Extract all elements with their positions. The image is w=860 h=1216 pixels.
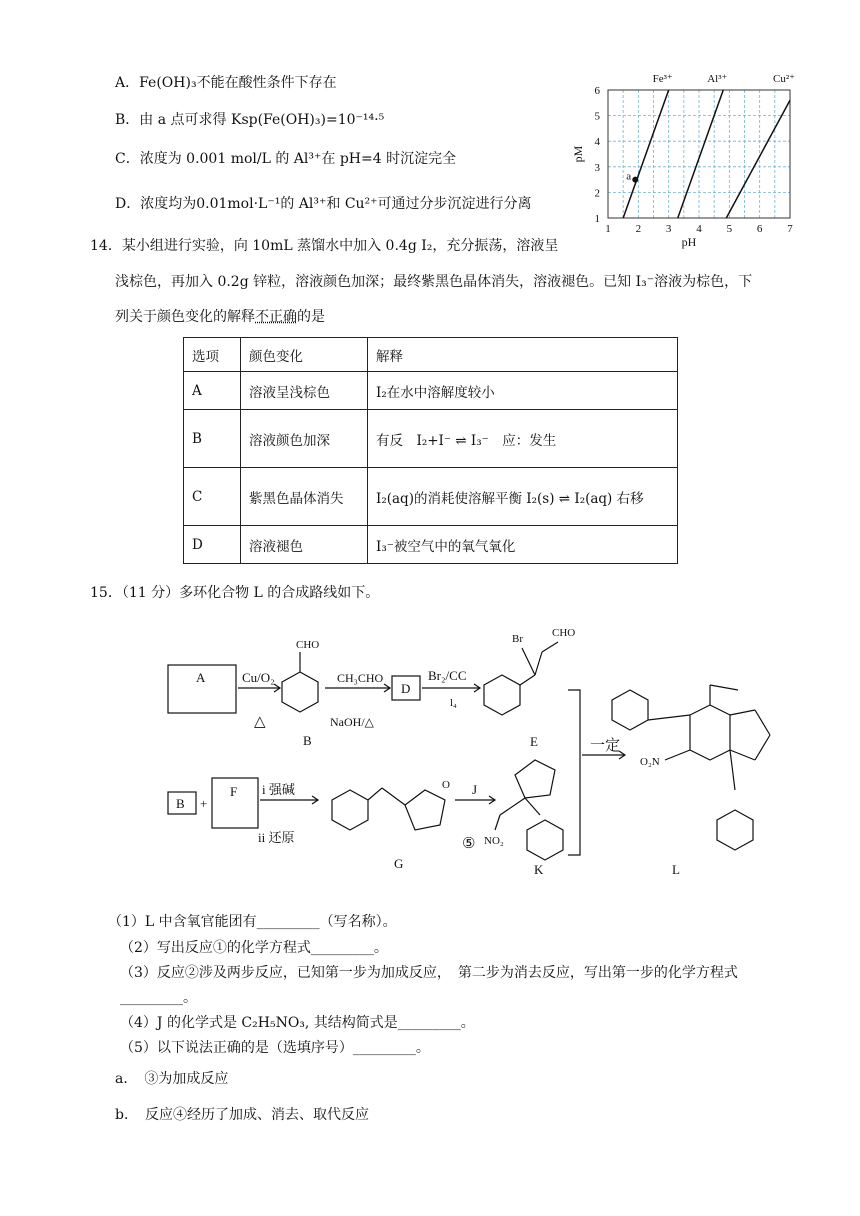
y-tick-label: 4 [594, 136, 600, 149]
y-tick-label: 6 [594, 85, 600, 97]
y-axis-label: pM [571, 145, 585, 163]
table-cell: 溶液褪色 [241, 526, 368, 564]
scheme-label: Br [512, 633, 523, 645]
table-header: 选项 [184, 338, 241, 372]
y-tick-label: 3 [594, 161, 600, 174]
scheme-label: CH₃CHO [337, 671, 384, 685]
scheme-label: Cu/O₂ [242, 670, 275, 685]
q15-sub3-line2: _________。 [120, 990, 197, 1006]
q14-stem-line2: 浅棕色，再加入 0.2g 锌粒，溶液颜色加深；最终紫黑色晶体消失，溶液褪色。已知 I₃⁻溶液为棕色，下 [115, 274, 753, 290]
synthesis-scheme [150, 620, 800, 890]
q14-emphasis: 不正确 [255, 309, 297, 325]
q15-sub1: （1）L 中含氧官能团有_________（写名称）。 [108, 914, 397, 930]
scheme-label: i 强碱 [262, 782, 295, 797]
scheme-label: NO₂ [484, 835, 504, 847]
benzene-ring-g [332, 790, 368, 830]
table-cell: A [184, 372, 241, 410]
series-line [726, 100, 790, 218]
scheme-label: J [472, 782, 478, 797]
table-header: 颜色变化 [241, 338, 368, 372]
table-cell: I₂(aq)的消耗使溶解平衡 I₂(s) ⇌ I₂(aq) 右移 [368, 468, 678, 526]
y-tick-label: 2 [594, 187, 600, 200]
table-cell: 有反 I₂+I⁻ ⇌ I₃⁻ 应：发生 [368, 410, 678, 468]
scheme-label: D [401, 681, 411, 696]
table-cell: 紫黑色晶体消失 [241, 468, 368, 526]
q15-sub3-line1: （3）反应②涉及两步反应，已知第一步为加成反应， 第二步为消去反应，写出第一步的化学方程式 [120, 965, 738, 981]
table-header-row [184, 338, 678, 372]
scheme-label: E [530, 734, 538, 749]
table-row [184, 468, 678, 526]
y-tick-label: 1 [594, 213, 600, 225]
q15-option-a: a． ③为加成反应 [115, 1071, 229, 1087]
table-header: 解释 [368, 338, 678, 372]
q13-option-b: B．由 a 点可求得 Ksp(Fe(OH)₃)=10⁻¹⁴·⁵ [115, 112, 385, 128]
x-tick-label: 5 [726, 223, 733, 235]
table-row [184, 526, 678, 564]
scheme-label: 一定 [590, 738, 621, 754]
scheme-label: F [230, 784, 238, 799]
table-cell: D [184, 526, 241, 564]
q14-table [183, 337, 678, 564]
scheme-label: O₂N [640, 756, 660, 768]
pm-ph-chart [570, 66, 820, 252]
table-cell: I₃⁻被空气中的氧气氧化 [368, 526, 678, 564]
x-tick-label: 1 [605, 223, 611, 235]
benzene-ring-l1 [612, 690, 648, 730]
x-tick-label: 4 [696, 223, 702, 235]
plot-frame [608, 90, 790, 218]
x-axis-label: pH [681, 235, 697, 249]
q14-stem-line3 [115, 306, 325, 326]
series-label: Cu²⁺ [773, 73, 795, 85]
table-cell: B [184, 410, 241, 468]
q15-sub4: （4）J 的化学式是 C₂H₅NO₃, 其结构简式是_________。 [120, 1015, 475, 1031]
scheme-label: NaOH/△ [330, 715, 374, 729]
q13-option-d: D．浓度均为0.01mol·L⁻¹的 Al³⁺和 Cu²⁺可通过分步沉淀进行分离 [115, 196, 532, 212]
scheme-label: △ [254, 714, 266, 730]
q13-option-a: A．Fe(OH)₃不能在酸性条件下存在 [115, 75, 337, 91]
q14-stem-pre: 列关于颜色变化的解释 [115, 309, 255, 325]
x-tick-label: 7 [787, 223, 793, 235]
table-row [184, 372, 678, 410]
q15-sub5: （5）以下说法正确的是（选填序号）_________。 [120, 1040, 430, 1056]
scheme-label: ii 还原 [258, 830, 295, 845]
q15-title: 15．（11 分）多环化合物 L 的合成路线如下。 [90, 585, 380, 601]
scheme-label: B [303, 733, 312, 748]
table-cell: C [184, 468, 241, 526]
benzene-ring-b [282, 672, 318, 712]
q15-option-b: b． 反应④经历了加成、消去、取代反应 [115, 1107, 369, 1123]
series-label: Al³⁺ [707, 73, 728, 85]
table-row [184, 410, 678, 468]
scheme-label: K [534, 862, 544, 877]
scheme-label: A [196, 670, 206, 685]
table-cell: 溶液呈浅棕色 [241, 372, 368, 410]
series-label: Fe³⁺ [652, 73, 673, 85]
scheme-label: L [672, 862, 680, 877]
y-tick-label: 5 [594, 110, 600, 123]
scheme-label: ⑤ [462, 836, 476, 852]
x-tick-label: 2 [635, 223, 642, 235]
annotation-label: a [626, 170, 632, 183]
x-tick-label: 3 [665, 223, 672, 235]
scheme-label: CHO [552, 627, 576, 639]
x-tick-label: 6 [756, 223, 763, 235]
scheme-label: Br₂/CC [428, 668, 467, 683]
cyclohexane-ring-l [690, 705, 730, 760]
cyclopentane-ring-g [405, 790, 445, 830]
benzene-ring-e [484, 675, 520, 715]
data-point-a [632, 177, 638, 183]
scheme-label: G [394, 856, 404, 871]
benzene-ring-l2 [717, 810, 753, 850]
table-cell: 溶液颜色加深 [241, 410, 368, 468]
benzene-ring-k [527, 820, 563, 860]
q14-stem-post: 的是 [297, 309, 325, 325]
q14-stem-line1: 14．某小组进行实验，向 10mL 蒸馏水中加入 0.4g I₂，充分振荡，溶液呈 [90, 238, 559, 254]
scheme-label: CHO [296, 639, 320, 651]
scheme-label: l₄ [450, 697, 457, 709]
table-cell: I₂在水中溶解度较小 [368, 372, 678, 410]
q15-sub2: （2）写出反应①的化学方程式_________。 [120, 940, 388, 956]
series-line [623, 90, 669, 218]
q13-option-c: C．浓度为 0.001 mol/L 的 Al³⁺在 pH=4 时沉淀完全 [115, 151, 457, 167]
scheme-label: O [442, 779, 450, 791]
cyclopentane-ring-k [515, 760, 555, 798]
scheme-label: + [200, 796, 208, 811]
series-line [678, 90, 724, 218]
scheme-label: B [176, 796, 185, 811]
